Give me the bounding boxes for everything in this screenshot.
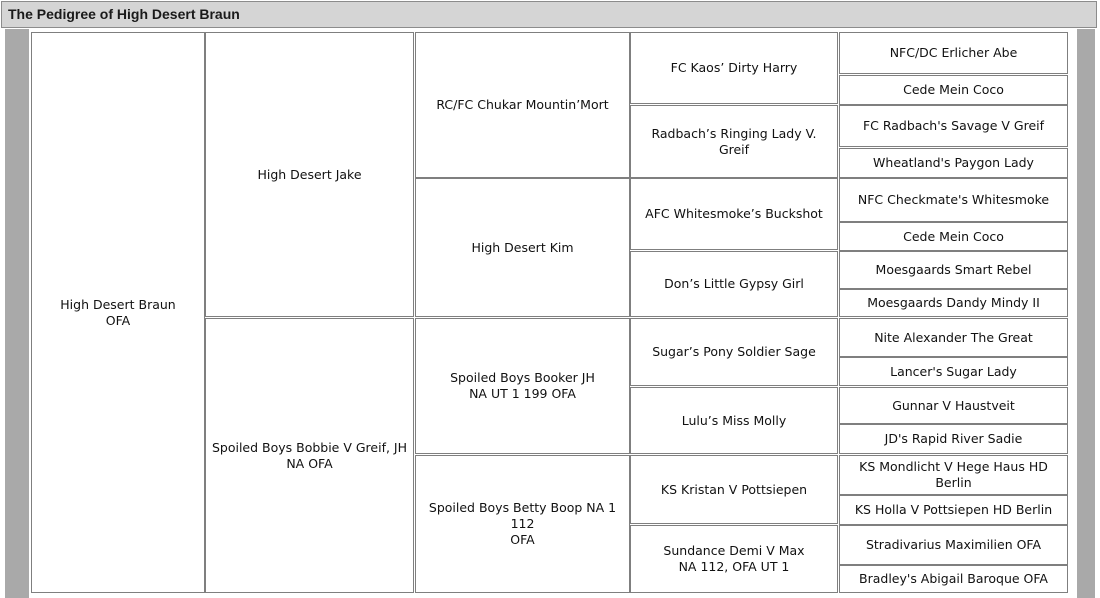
title-bar [1,1,1097,28]
great-great-grandparent-7: Moesgaards Smart Rebel [839,251,1068,289]
great-grandparent-7: KS Kristan V Pottsiepen [630,455,838,524]
grandparent-1: RC/FC Chukar Mountin’Mort [415,32,630,178]
great-grandparent-1: FC Kaos’ Dirty Harry [630,32,838,104]
great-grandparent-3: AFC Whitesmoke’s Buckshot [630,178,838,250]
grandparent-4: Spoiled Boys Betty Boop NA 1 112 OFA [415,455,630,593]
great-great-grandparent-9: Nite Alexander The Great [839,318,1068,357]
subject-dog: High Desert Braun OFA [31,32,205,593]
great-great-grandparent-11: Gunnar V Haustveit [839,387,1068,424]
great-great-grandparent-6: Cede Mein Coco [839,222,1068,251]
great-grandparent-6: Lulu’s Miss Molly [630,387,838,454]
grandparent-2: High Desert Kim [415,178,630,317]
grandparent-3: Spoiled Boys Booker JH NA UT 1 199 OFA [415,318,630,454]
great-great-grandparent-13: KS Mondlicht V Hege Haus HD Berlin [839,455,1068,495]
great-great-grandparent-3: FC Radbach's Savage V Greif [839,105,1068,147]
page-title: The Pedigree of High Desert Braun [8,6,240,22]
great-great-grandparent-2: Cede Mein Coco [839,75,1068,105]
great-grandparent-4: Don’s Little Gypsy Girl [630,251,838,317]
dam: Spoiled Boys Bobbie V Greif, JH NA OFA [205,318,414,593]
sire: High Desert Jake [205,32,414,317]
great-grandparent-8: Sundance Demi V Max NA 112, OFA UT 1 [630,525,838,593]
great-great-grandparent-10: Lancer's Sugar Lady [839,357,1068,386]
great-grandparent-2: Radbach’s Ringing Lady V. Greif [630,105,838,178]
great-great-grandparent-12: JD's Rapid River Sadie [839,424,1068,454]
great-great-grandparent-1: NFC/DC Erlicher Abe [839,32,1068,74]
great-great-grandparent-15: Stradivarius Maximilien OFA [839,525,1068,565]
great-great-grandparent-16: Bradley's Abigail Baroque OFA [839,565,1068,593]
great-grandparent-5: Sugar’s Pony Soldier Sage [630,318,838,386]
great-great-grandparent-14: KS Holla V Pottsiepen HD Berlin [839,495,1068,525]
great-great-grandparent-4: Wheatland's Paygon Lady [839,148,1068,178]
great-great-grandparent-8: Moesgaards Dandy Mindy II [839,289,1068,317]
great-great-grandparent-5: NFC Checkmate's Whitesmoke [839,178,1068,222]
